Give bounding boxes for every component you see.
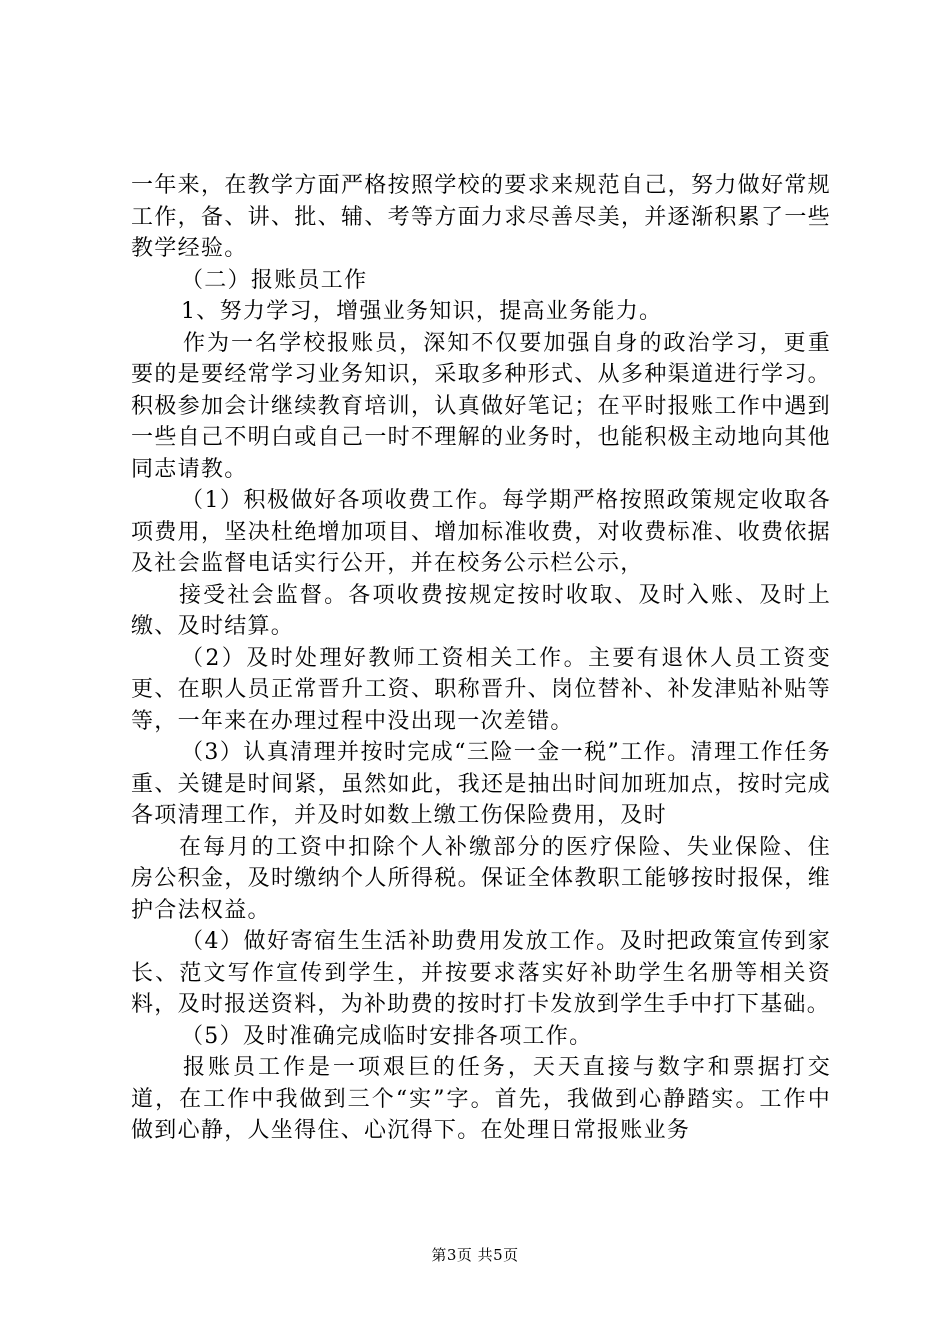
item-fee-collection: （1）积极做好各项收费工作。每学期严格按照政策规定收取各项费用，坚决杜绝增加项目、增加标准收费，对收费标准、收费依据及社会监督电话实行公开，并在校务公示栏公示，	[131, 488, 831, 576]
paragraph-accountant-reflection: 报账员工作是一项艰巨的任务，天天直接与数字和票据打交道，在工作中我做到三个“实”字。首先，我做到心静踏实。工作中做到心静，人坐得住、心沉得下。在处理日常报账业务	[131, 1055, 831, 1143]
subsection-heading-study: 1、努力学习，增强业务知识，提高业务能力。	[181, 299, 663, 324]
paragraph-insurance-tax-continued: 在每月的工资中扣除个人补缴部分的医疗保险、失业保险、住房公积金，及时缴纳个人所得税。保证全体教职工能够按时报保，维护合法权益。	[131, 834, 831, 923]
item-teacher-salary: （2）及时处理好教师工资相关工作。主要有退休人员工资变更、在职人员正常晋升工资、职称晋升、岗位替补、补发津贴补贴等等，一年来在办理过程中没出现一次差错。	[131, 645, 831, 734]
item-temporary-tasks: （5）及时准确完成临时安排各项工作。	[181, 1023, 593, 1049]
paragraph-study-details: 作为一名学校报账员，深知不仅要加强自身的政治学习，更重要的是要经常学习业务知识，采取多种形式、从多种渠道进行学习。积极参加会计继续教育培训，认真做好笔记；在平时报账工作中遇到一些自己不明白或自己一时不理解的业务时，也能积极主动地向其他同志请教。	[131, 330, 831, 482]
item-insurance-tax: （3）认真清理并按时完成“三险一金一税”工作。清理工作任务重、关键是时间紧，虽然如此，我还是抽出时间加班加点，按时完成各项清理工作，并及时如数上缴工伤保险费用，及时	[131, 740, 831, 828]
paragraph-teaching-summary: 一年来，在教学方面严格按照学校的要求来规范自己，努力做好常规工作，备、讲、批、辅、考等方面力求尽善尽美，并逐渐积累了一些教学经验。	[131, 173, 831, 261]
paragraph-fee-collection-continued: 接受社会监督。各项收费按规定按时收取、及时入账、及时上缴、及时结算。	[131, 582, 831, 639]
page-number-footer: 第3页 共5页	[431, 1246, 519, 1264]
document-body	[131, 170, 831, 1147]
item-boarding-subsidy: （4）做好寄宿生生活补助费用发放工作。及时把政策宣传到家长、范文写作宣传到学生，并按要求落实好补助学生名册等相关资料，及时报送资料，为补助费的按时打卡发放到学生手中打下基础。	[131, 929, 831, 1017]
section-heading-accountant-work: （二）报账员工作	[181, 267, 368, 293]
